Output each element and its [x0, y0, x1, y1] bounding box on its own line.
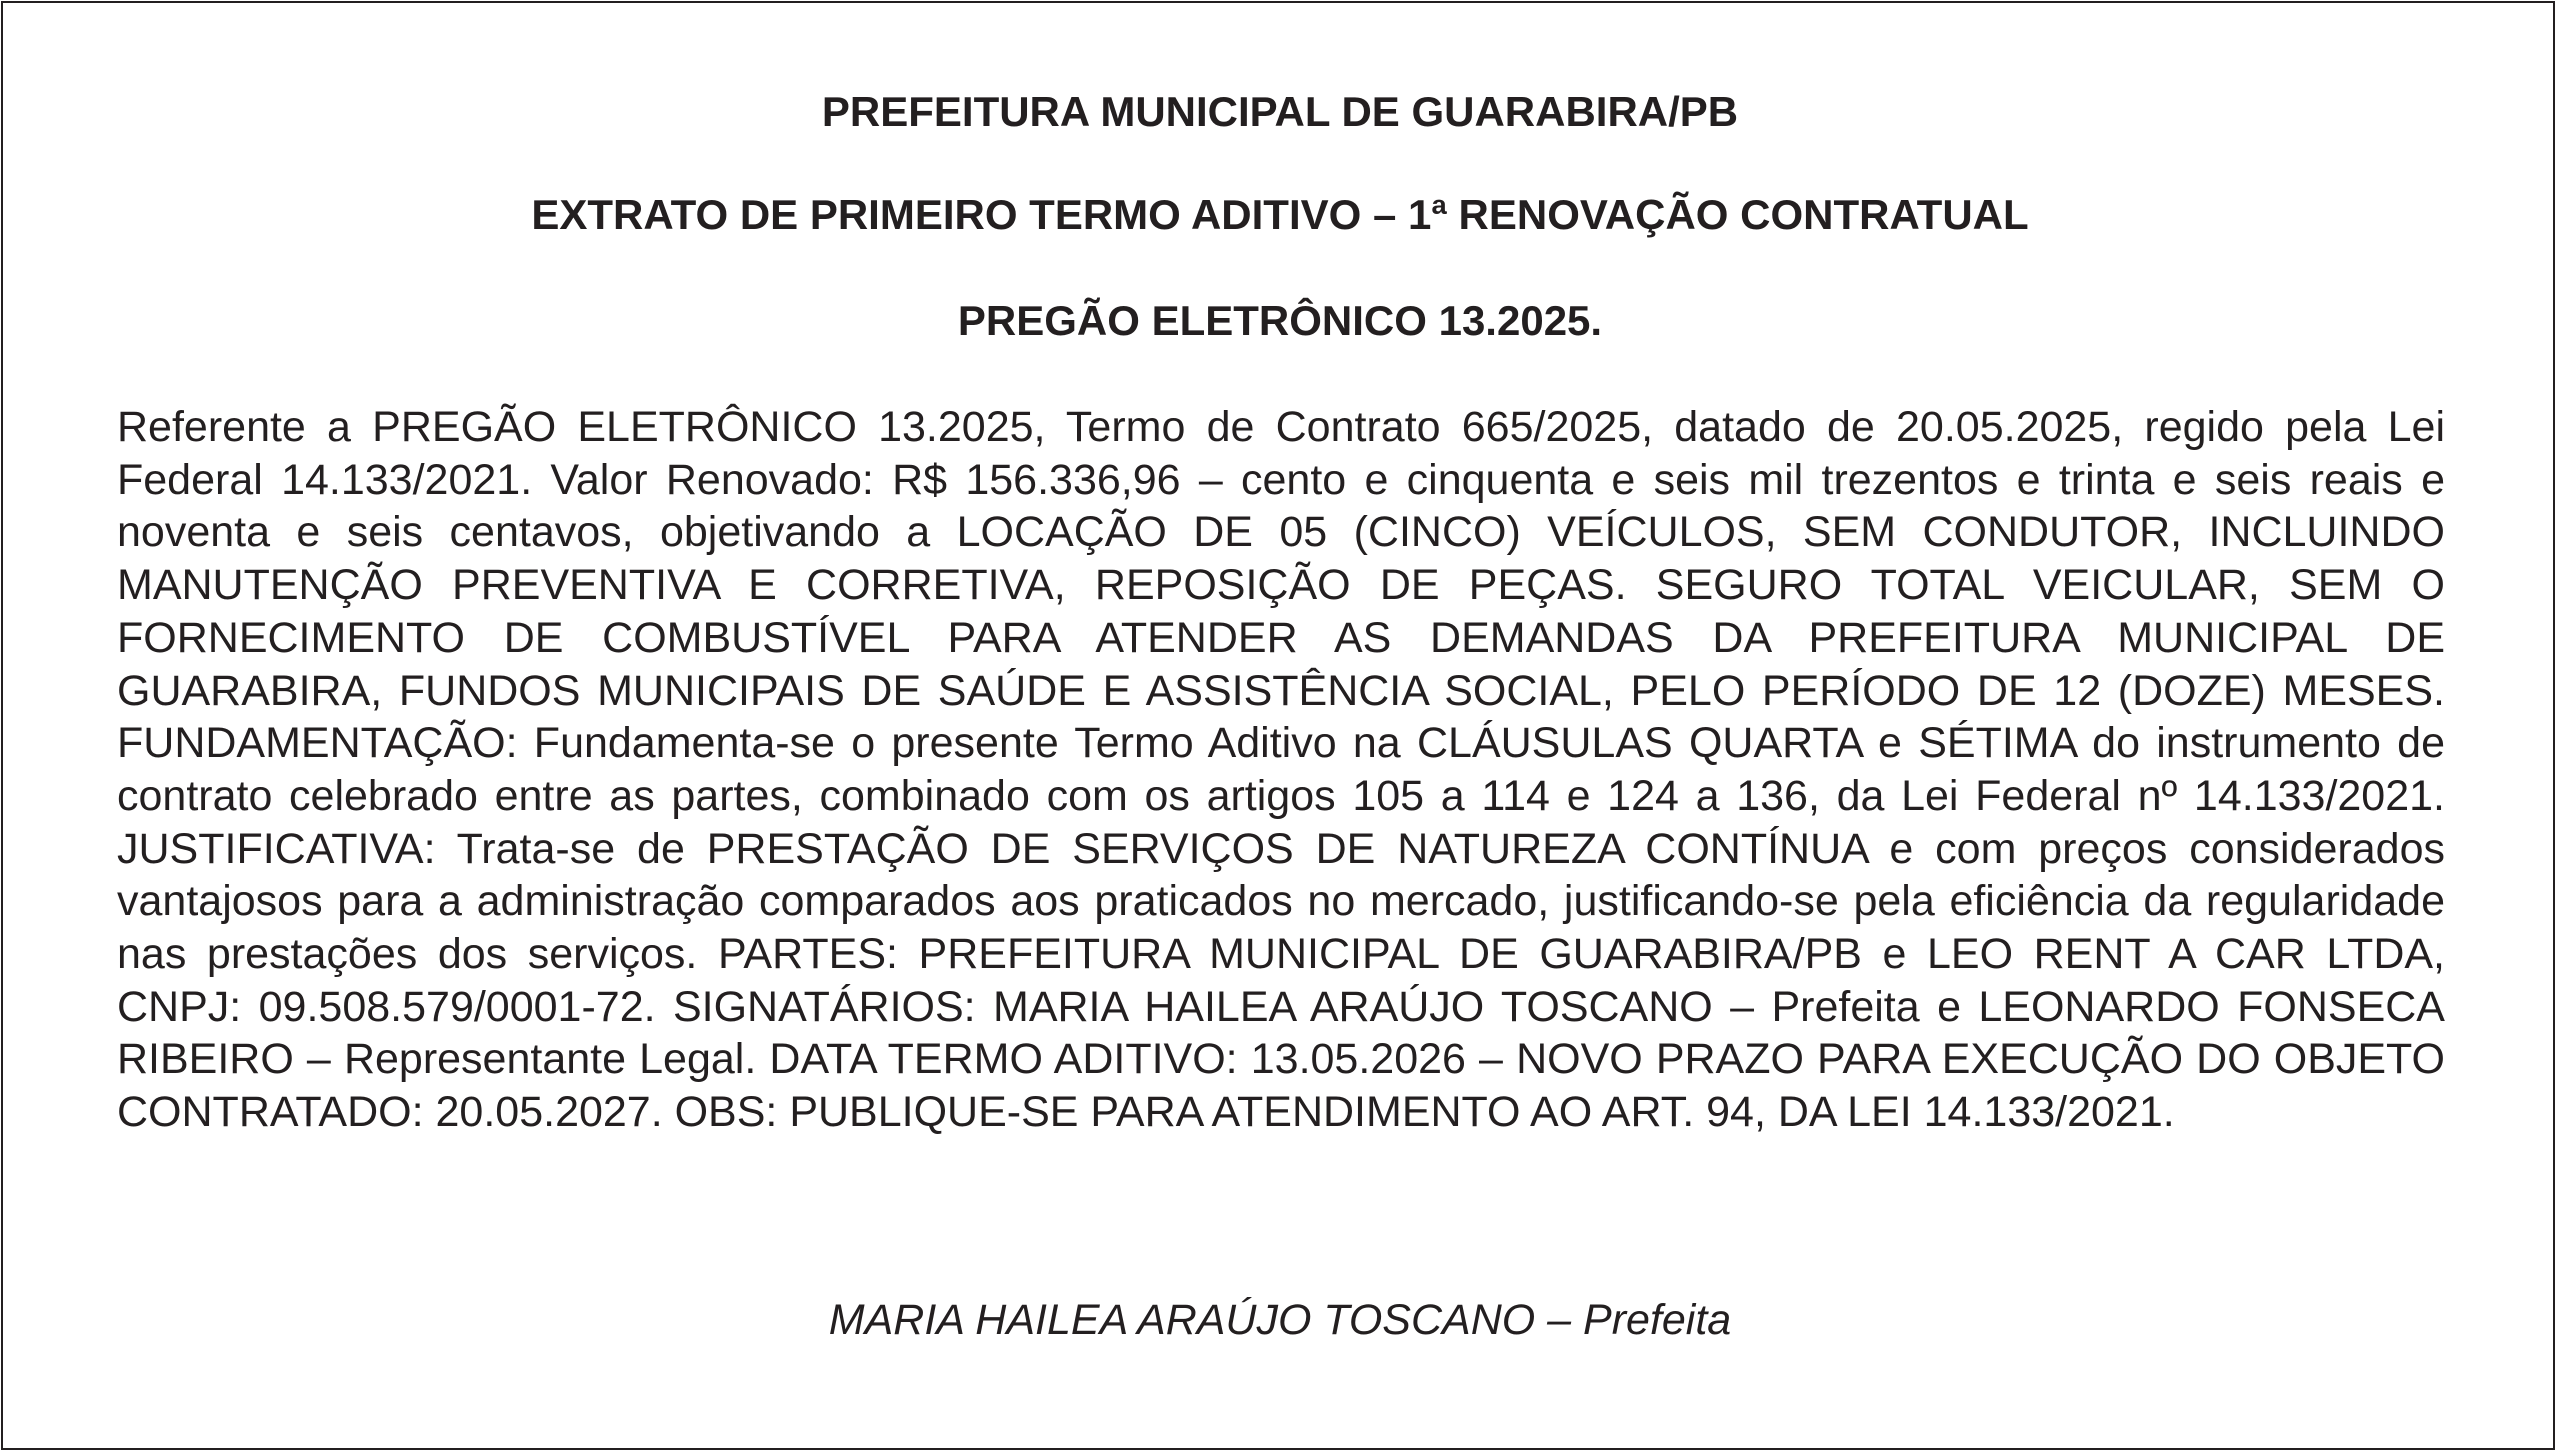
document-title: EXTRATO DE PRIMEIRO TERMO ADITIVO – 1ª RENOVAÇÃO CONTRATUAL [531, 191, 2029, 238]
issuer-heading: PREFEITURA MUNICIPAL DE GUARABIRA/PB [821, 88, 1739, 135]
notice-body: Referente a PREGÃO ELETRÔNICO 13.2025, Termo de Contrato 665/2025, datado de 20.05.2025, regido pela Lei Federal 14.133/2021. Valor Renovado: R$ 156.336,96 – cento e cinquenta e seis mil trezentos e trinta e seis reais e noventa e seis centavos, objetivando a LOCAÇÃO DE 05 (CINCO) VEÍCULOS, SEM CONDUTOR, INCLUINDO MANUTENÇÃO PREVENTIVA E CORRETIVA, REPOSIÇÃO DE PEÇAS. SEGURO TOTAL VEICULAR, SEM O FORNECIMENTO DE COMBUSTÍVEL PARA ATENDER AS DEMANDAS DA PREFEITURA MUNICIPAL DE GUARABIRA, FUNDOS MUNICIPAIS DE SAÚDE E ASSISTÊNCIA SOCIAL, PELO PERÍODO DE 12 (DOZE) MESES. FUNDAMENTAÇÃO: Fundamenta-se o presente Termo Aditivo na CLÁUSULAS QUARTA e SÉTIMA do instrumento de contrato celebrado entre as partes, combinado com os artigos 105 a 114 e 124 a 136, da Lei Federal nº 14.133/2021. JUSTIFICATIVA: Trata-se de PRESTAÇÃO DE SERVIÇOS DE NATUREZA CONTÍNUA e com preços considerados vantajosos para a administração comparados aos praticados no mercado, justificando-se pela eficiência da regularidade nas prestações dos serviços. PARTES: PREFEITURA MUNICIPAL DE GUARABIRA/PB e LEO RENT A CAR LTDA, CNPJ: 09.508.579/0001-72. SIGNATÁRIOS: MARIA HAILEA ARAÚJO TOSCANO – Prefeita e LEONARDO FONSECA RIBEIRO – Representante Legal. DATA TERMO ADITIVO: 13.05.2026 – NOVO PRAZO PARA EXECUÇÃO DO OBJETO CONTRATADO: 20.05.2027. OBS: PUBLIQUE-SE PARA ATENDIMENTO AO ART. 94, DA LEI 14.133/2021. [117, 403, 2445, 1137]
signature-line: MARIA HAILEA ARAÚJO TOSCANO – Prefeita [828, 1296, 1732, 1344]
procurement-reference: PREGÃO ELETRÔNICO 13.2025. [957, 297, 1603, 344]
